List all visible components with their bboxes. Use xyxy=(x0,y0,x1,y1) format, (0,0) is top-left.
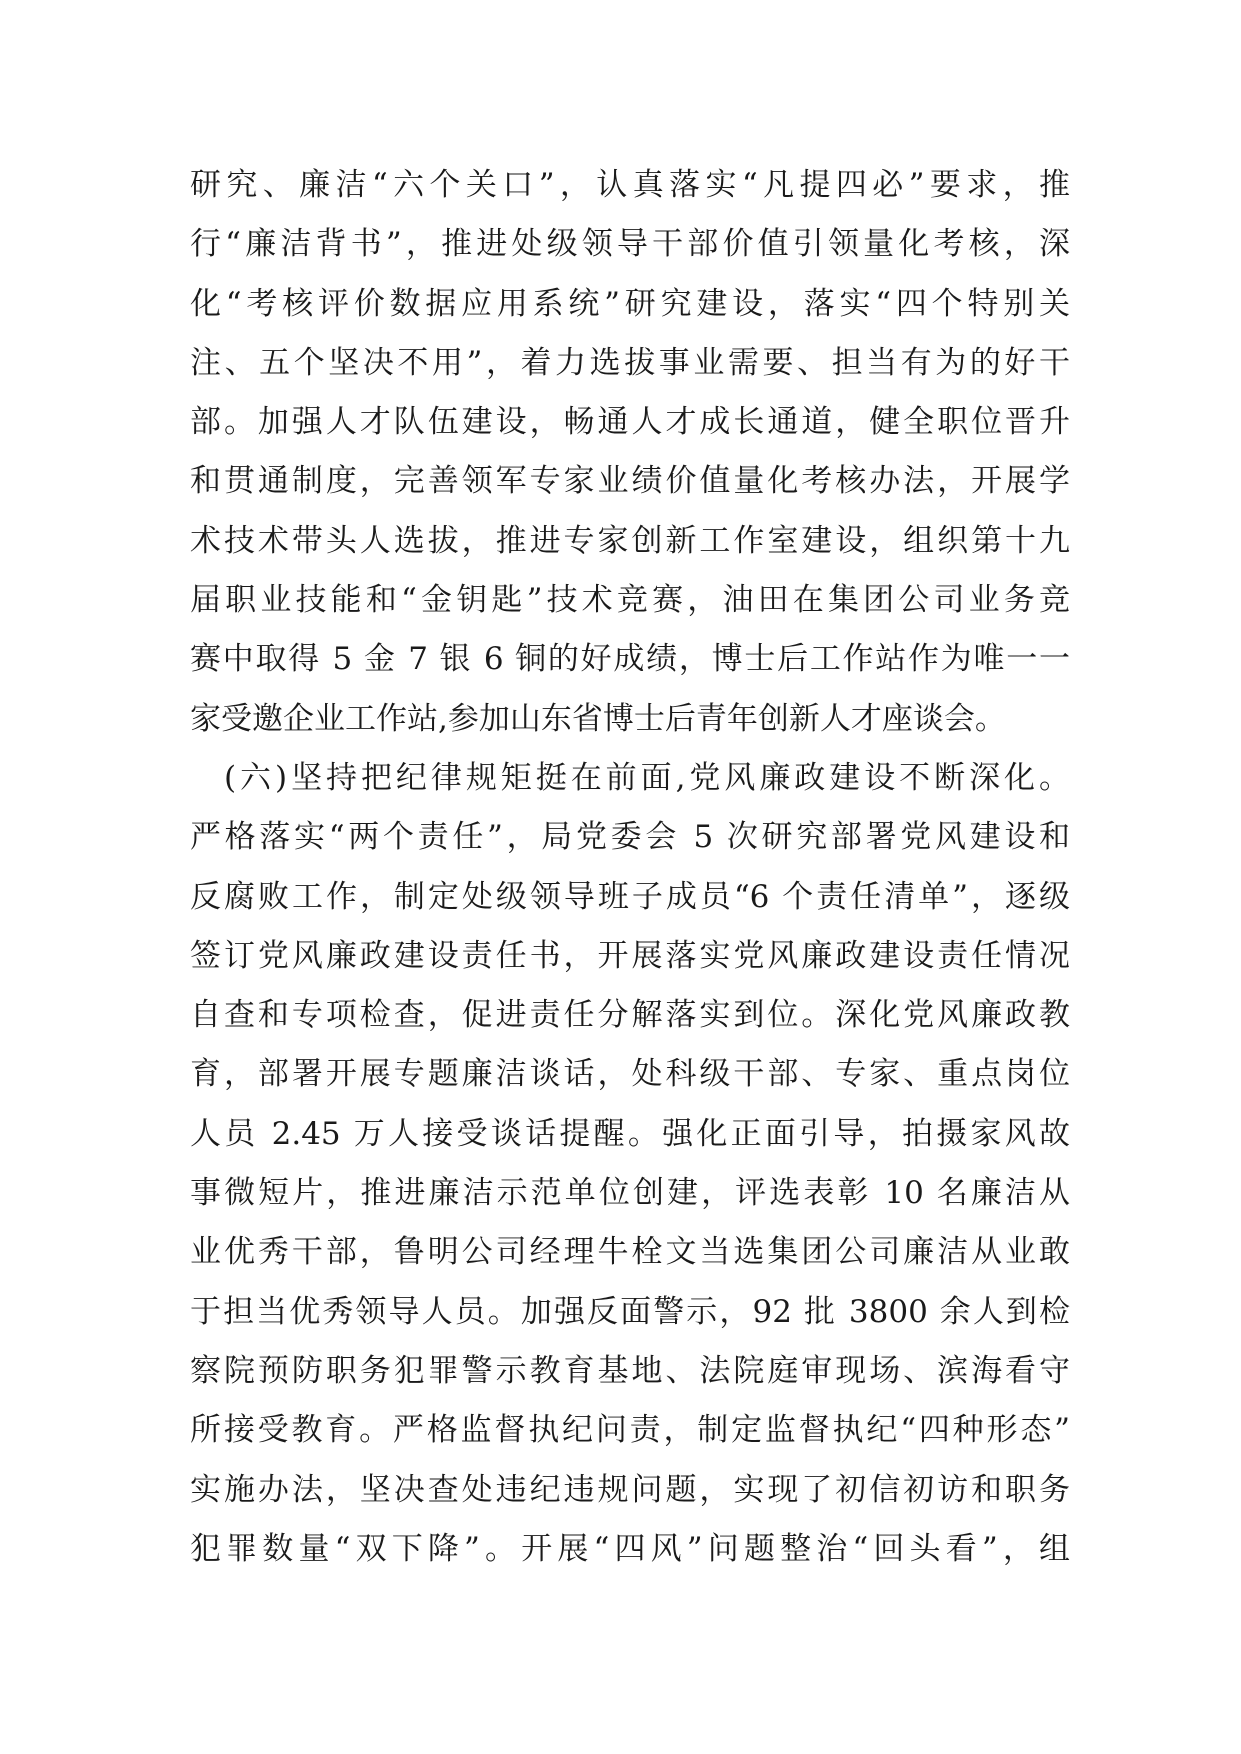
text-line: 事微短片，推进廉洁示范单位创建，评选表彰 10 名廉洁从 xyxy=(190,1175,1070,1212)
text-line: 家受邀企业工作站,参加山东省博士后青年创新人才座谈会。 xyxy=(190,700,1006,737)
text-line: 所接受教育。严格监督执纪问责，制定监督执纪“四种形态” xyxy=(190,1412,1070,1449)
text-line: 育，部署开展专题廉洁谈话，处科级干部、专家、重点岗位 xyxy=(190,1056,1070,1093)
text-line: 研究、廉洁“六个关口”，认真落实“凡提四必”要求，推 xyxy=(190,167,1070,203)
text-line: 注、五个坚决不用”，着力选拔事业需要、担当有为的好干 xyxy=(190,344,1070,381)
text-line: 业优秀干部，鲁明公司经理牛栓文当选集团公司廉洁从业敢 xyxy=(190,1234,1070,1271)
text-line: 反腐败工作，制定处级领导班子成员“6 个责任清单”，逐级 xyxy=(190,878,1070,915)
text-line: 实施办法，坚决查处违纪违规问题，实现了初信初访和职务 xyxy=(190,1471,1070,1508)
body-text xyxy=(190,156,1070,1579)
text-line: 察院预防职务犯罪警示教育基地、法院庭审现场、滨海看守 xyxy=(190,1352,1070,1389)
text-line: 犯罪数量“双下降”。开展“四风”问题整治“回头看”，组 xyxy=(190,1530,1070,1567)
text-line: 届职业技能和“金钥匙”技术竞赛，油田在集团公司业务竞 xyxy=(190,582,1070,619)
text-line: 和贯通制度，完善领军专家业绩价值量化考核办法，开展学 xyxy=(190,463,1070,500)
text-line: 化“考核评价数据应用系统”研究建设，落实“四个特别关 xyxy=(190,285,1070,322)
text-line: 严格落实“两个责任”，局党委会 5 次研究部署党风建设和 xyxy=(190,819,1070,856)
text-line: 术技术带头人选拔，推进专家创新工作室建设，组织第十九 xyxy=(190,522,1070,559)
section-heading-line: (六)坚持把纪律规矩挺在前面,党风廉政建设不断深化。 xyxy=(224,759,1070,796)
text-line: 人员 2.45 万人接受谈话提醒。强化正面引导，拍摄家风故 xyxy=(190,1115,1070,1152)
text-line: 部。加强人才队伍建设，畅通人才成长通道，健全职位晋升 xyxy=(190,404,1070,441)
text-line: 于担当优秀领导人员。加强反面警示，92 批 3800 余人到检 xyxy=(190,1293,1070,1330)
text-line: 自查和专项检查，促进责任分解落实到位。深化党风廉政教 xyxy=(190,997,1070,1034)
text-line: 赛中取得 5 金 7 银 6 铜的好成绩，博士后工作站作为唯一一 xyxy=(190,641,1070,678)
text-line: 签订党风廉政建设责任书，开展落实党风廉政建设责任情况 xyxy=(190,937,1070,974)
text-line: 行“廉洁背书”，推进处级领导干部价值引领量化考核，深 xyxy=(190,226,1070,263)
